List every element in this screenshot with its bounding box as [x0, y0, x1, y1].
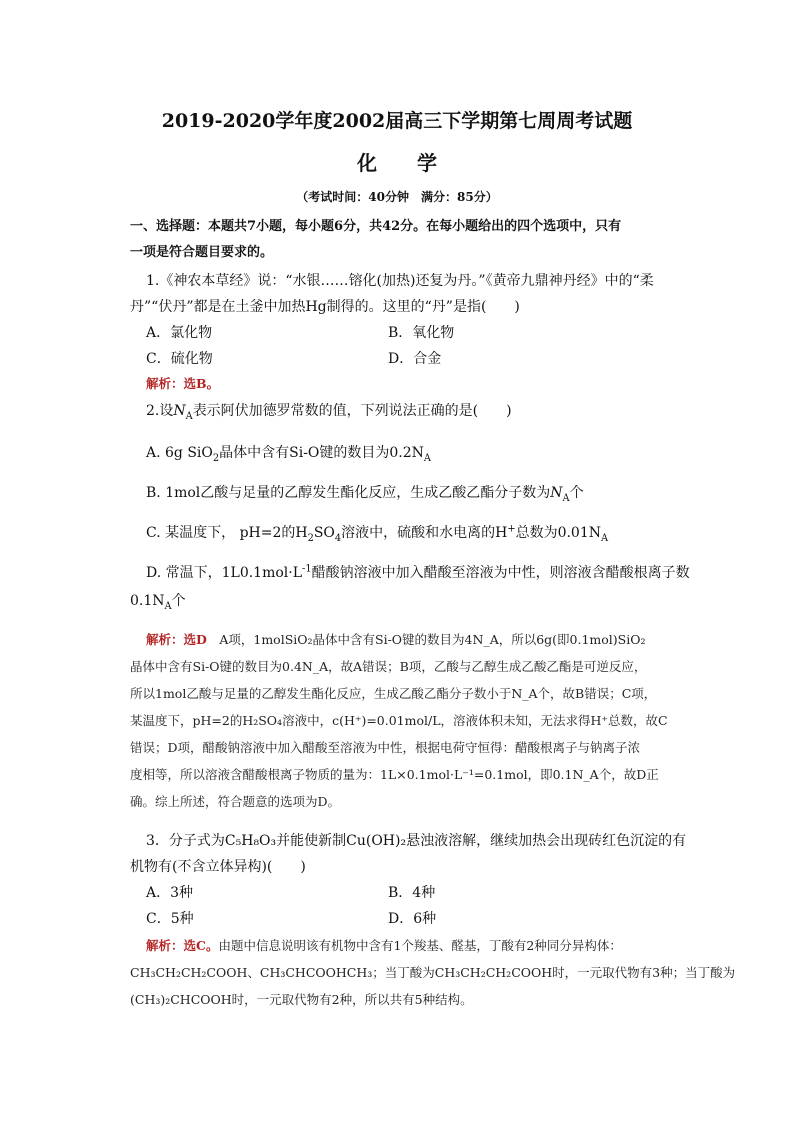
- q2-optD-l2sub: A: [164, 600, 172, 612]
- q3-stem-line1: 3．分子式为C₅H₈O₃并能使新制Cu(OH)₂悬浊液溶解，继续加热会出现砖红色沉淀的有: [146, 833, 687, 849]
- q2-stem-a: 2.设: [146, 403, 174, 419]
- q2-optC-sub2: 4: [334, 532, 342, 544]
- q1-option-c: C．硫化物: [146, 351, 213, 367]
- q3-explanation-label: 解析：选C。: [146, 938, 219, 953]
- q2-option-d-line1: [146, 562, 690, 582]
- q2-explanation-line1: [146, 630, 646, 648]
- q2-optB-na: N: [550, 485, 563, 501]
- q2-optD-l2a: 0.1N: [130, 593, 165, 609]
- q2-optC-d: 总数为0.01N: [515, 525, 601, 541]
- q2-optB-b: 个: [569, 485, 584, 501]
- section-heading-line2: 一项是符合题目要求的。: [130, 245, 274, 260]
- q2-optD-a: D. 常温下，1L0.1mol·L: [146, 565, 303, 581]
- q2-stem-sub: A: [185, 410, 193, 422]
- q2-stem-na: N: [173, 403, 186, 419]
- q2-optC-a: C. 某温度下， pH=2的H: [146, 525, 308, 541]
- q3-explanation-line1: [146, 936, 622, 954]
- q2-explanation-line5: 错误；D项，醋酸钠溶液中加入醋酸至溶液为中性，根据电荷守恒得：醋酸根离子与钠离子浓: [130, 740, 641, 755]
- section-heading-line1: 一、选择题：本题共7小题，每小题6分，共42分。在每小题给出的四个选项中，只有: [130, 219, 622, 234]
- q2-optA-b: 晶体中含有Si-O键的数目为0.2N: [219, 445, 424, 461]
- q2-stem: [146, 400, 512, 422]
- q3-stem-line2: 机物有(不含立体异构)( ): [130, 859, 306, 875]
- q2-optA-a: A. 6g SiO: [146, 445, 213, 461]
- q3-option-a: A．3种: [146, 885, 194, 901]
- q2-stem-b: 表示阿伏加德罗常数的值，下列说法正确的是( ): [192, 403, 512, 419]
- q2-optC-sub: 2: [307, 532, 314, 544]
- q2-optD-b: 醋酸钠溶液中加入醋酸至溶液为中性，则溶液含醋酸根离子数: [311, 565, 690, 581]
- q2-optB-a: B. 1mol乙酸与足量的乙醇发生酯化反应，生成乙酸乙酯分子数为: [146, 485, 551, 501]
- q2-optC-b: SO: [313, 525, 335, 541]
- q2-optC-sub3: A: [601, 532, 609, 544]
- q3-explanation-line2: CH₃CH₂CH₂COOH、CH₃CHCOOHCH₃；当丁酸为CH₃CH₂CH₂COOH时，一元取代物有3种；当丁酸为: [130, 965, 736, 980]
- q2-optD-sup: -1: [302, 563, 312, 575]
- exam-title: 2019-2020学年度2002届高三下学期第七周周考试题: [161, 110, 633, 132]
- q1-option-d: D．合金: [388, 351, 442, 367]
- exam-meta: （考试时间：40分钟 满分：85分）: [296, 190, 498, 204]
- q2-option-d-line2: [130, 590, 186, 612]
- q2-explanation-label: 解析：选D: [146, 632, 207, 647]
- q2-explanation-line4: 某温度下，pH=2的H₂SO₄溶液中，c(H⁺)=0.01mol/L，溶液体积未知，无法求得H⁺总数，故C: [130, 713, 668, 728]
- q3-option-b: B．4种: [388, 885, 436, 901]
- q1-stem-line1: 1.《神农本草经》说：“水银……镕化(加热)还复为丹。”《黄帝九鼎神丹经》中的“柔: [146, 273, 654, 289]
- q2-optC-c: 溶液中，硫酸和水电离的H: [341, 525, 508, 541]
- q2-option-c: [146, 522, 608, 544]
- q2-explanation-line2: 晶体中含有Si-O键的数目为0.4N_A，故A错误；B项，乙酸与乙醇生成乙酸乙酯是可逆反应，: [130, 659, 647, 674]
- q3-option-c: C．5种: [146, 911, 194, 927]
- q3-option-d: D．6种: [388, 911, 437, 927]
- q1-option-a: A．氯化物: [146, 325, 213, 341]
- q1-stem-line2: 丹”“伏丹”都是在土釜中加热Hg制得的。这里的“丹”是指( ): [130, 299, 520, 315]
- q2-option-b: [146, 482, 584, 504]
- q2-option-a: [146, 442, 431, 464]
- q1-answer: 解析：选B。: [146, 376, 220, 391]
- q2-optA-sub: 2: [212, 452, 220, 464]
- q2-optB-sub: A: [562, 492, 570, 504]
- q3-exp1: 由题中信息说明该有机物中含有1个羧基、醛基，丁酸有2种同分异构体：: [218, 938, 622, 953]
- subject-heading: 化学: [357, 151, 477, 175]
- q2-optA-sub2: A: [423, 452, 431, 464]
- q2-optC-sup: +: [507, 523, 516, 535]
- q2-explanation-line7: 确。综上所述，符合题意的选项为D。: [130, 794, 341, 809]
- q2-explanation-line6: 度相等，所以溶液含醋酸根离子物质的量为：1L×0.1mol·L⁻¹=0.1mol，即0.1N_A个，故D正: [130, 767, 659, 782]
- q1-option-b: B．氧化物: [388, 325, 455, 341]
- q2-optD-l2b: 个: [171, 593, 186, 609]
- q2-exp1: A项，1molSiO₂晶体中含有Si-O键的数目为4N_A，所以6g(即0.1mol)SiO₂: [206, 632, 646, 647]
- q2-explanation-line3: 所以1mol乙酸与足量的乙醇发生酯化反应，生成乙酸乙酯分子数小于N_A个，故B错误；C项，: [130, 686, 657, 701]
- q3-explanation-line3: (CH₃)₂CHCOOH时，一元取代物有2种，所以共有5种结构。: [130, 992, 473, 1007]
